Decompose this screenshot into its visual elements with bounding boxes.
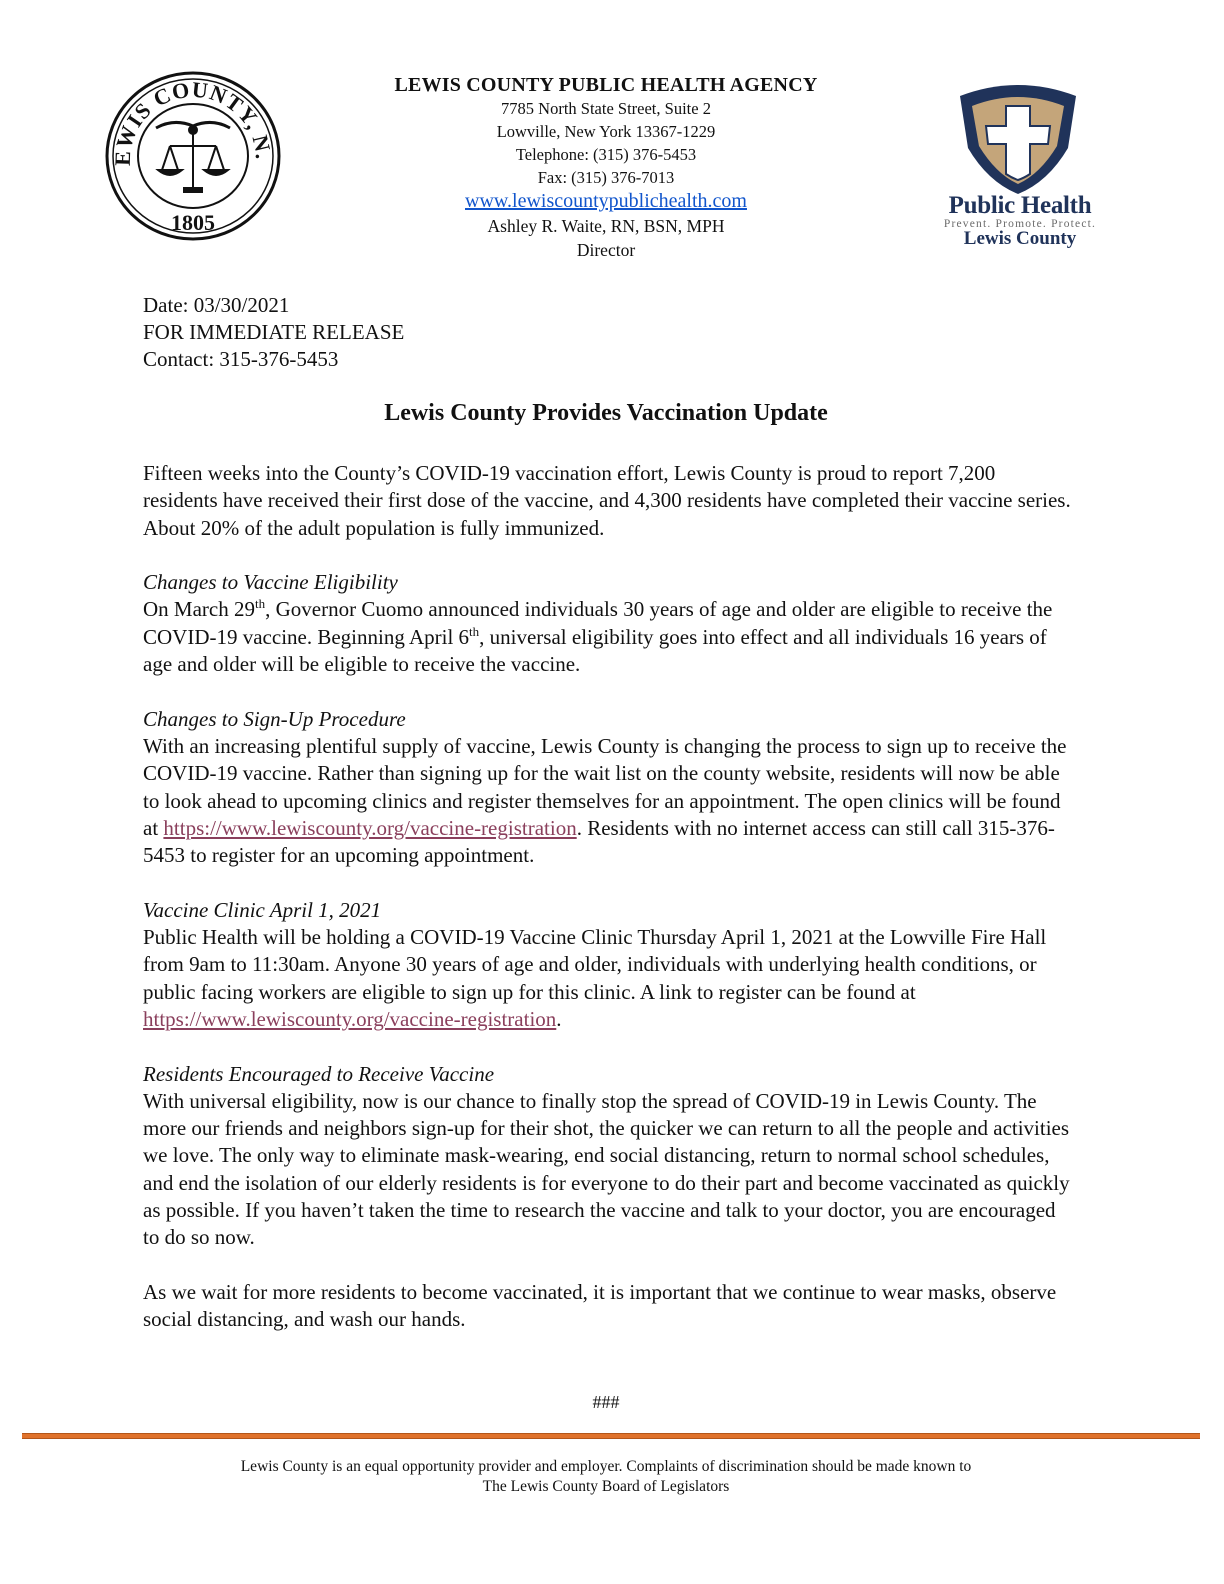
- release-contact: Contact: 315-376-5453: [143, 347, 339, 371]
- footer: [0, 1457, 1212, 1497]
- signup-section: [143, 706, 1073, 870]
- svg-text:LEWIS COUNTY, N.Y.: [104, 70, 276, 166]
- release-status: FOR IMMEDIATE RELEASE: [143, 320, 405, 344]
- clinic-section: [143, 897, 1073, 1033]
- clinic-heading: Vaccine Clinic April 1, 2021: [143, 897, 382, 922]
- seal-year: 1805: [171, 210, 215, 235]
- signup-registration-link[interactable]: https://www.lewiscounty.org/vaccine-registration: [163, 815, 577, 840]
- eligibility-heading: Changes to Vaccine Eligibility: [143, 570, 398, 595]
- telephone: Telephone: (315) 376-5453: [515, 145, 697, 164]
- eligibility-sup-1: th: [254, 596, 266, 612]
- release-info: [143, 292, 404, 373]
- public-health-county: Lewis County: [963, 228, 1077, 249]
- eligibility-text-1: On March 29: [143, 597, 255, 622]
- clinic-text-2: .: [556, 1006, 562, 1031]
- signup-text-2: . Residents with no internet access can still call 315-376-5453 to register for an upcoming appointment.: [143, 815, 1055, 868]
- seal-top-text: EWIS COUNTY, N.: [109, 76, 277, 167]
- county-seal-logo: [104, 70, 282, 242]
- address-line-1: 7785 North State Street, Suite 2: [501, 99, 711, 118]
- encouraged-heading: Residents Encouraged to Receive Vaccine: [143, 1061, 495, 1086]
- scales-of-justice-icon: [156, 122, 230, 192]
- eligibility-section: [143, 569, 1073, 678]
- public-health-tagline: Prevent. Promote. Protect.: [943, 218, 1097, 230]
- headline: Lewis County Provides Vaccination Update: [384, 400, 828, 426]
- shield-cross-icon: [960, 85, 1076, 194]
- release-date: Date: 03/30/2021: [143, 293, 290, 317]
- address-line-2: Lowville, New York 13367-1229: [496, 122, 716, 141]
- press-release-body: [143, 460, 1073, 1361]
- encouraged-section: [143, 1061, 1073, 1252]
- eligibility-text-2: , Governor Cuomo announced individuals 30 years of age and older are eligible to receive the COVID-19 vaccine. Beginning April 6: [143, 597, 1053, 649]
- footer-line-2: The Lewis County Board of Legislators: [482, 1478, 730, 1495]
- eligibility-sup-2: th: [469, 623, 480, 639]
- signup-text-1: With an increasing plentiful supply of vaccine, Lewis County is changing the process to sign up to receive the COVID-19 vaccine. Rather than signing up for the wait list on the county website, residents will now be able to look ahead to upcoming clinics and register themselves for an appointment. The open clinics will be found at: [143, 733, 1067, 840]
- intro-paragraph: Fifteen weeks into the County’s COVID-19 vaccination effort, Lewis County is proud to report 7,200 residents have received their first dose of the vaccine, and 4,300 residents have completed their vaccine series. About 20% of the adult population is fully immunized.: [143, 461, 1071, 540]
- clinic-text-1: Public Health will be holding a COVID-19 Vaccine Clinic Thursday April 1, 2021 at the Lowville Fire Hall from 9am to 11:30am. Anyone 30 years of age and older, individuals with underlying health conditions, or public facing workers are eligible to sign up for this clinic. A link to register can be found at: [143, 925, 1047, 1004]
- public-health-title: Public Health: [948, 192, 1092, 219]
- clinic-registration-link[interactable]: https://www.lewiscounty.org/vaccine-registration: [143, 1006, 557, 1031]
- eligibility-text-3: , universal eligibility goes into effect and all individuals 16 years of age and older will be eligible to receive the vaccine.: [143, 624, 1047, 677]
- fax: Fax: (315) 376-7013: [537, 168, 675, 187]
- footer-divider: [22, 1433, 1200, 1439]
- letterhead: [300, 73, 912, 262]
- encouraged-text: With universal eligibility, now is our chance to finally stop the spread of COVID-19 in Lewis County. The more our friends and neighbors sign-up for their shot, the quicker we can return to all the people and activities we love. The only way to eliminate mask-wearing, end social distancing, return to normal school schedules, and end the isolation of our elderly residents is for everyone to do their part and become vaccinated as quickly as possible. If you haven’t taken the time to research the vaccine and talk to your doctor, you are encouraged to do so now.: [143, 1088, 1070, 1250]
- agency-name: LEWIS COUNTY PUBLIC HEALTH AGENCY: [394, 74, 818, 96]
- signup-heading: Changes to Sign-Up Procedure: [143, 706, 406, 731]
- footer-line-1: Lewis County is an equal opportunity provider and employer. Complaints of discrimination should be made known to: [240, 1458, 972, 1475]
- end-mark: ###: [592, 1392, 620, 1412]
- director-name: Ashley R. Waite, RN, BSN, MPH: [487, 216, 725, 236]
- director-title: Director: [576, 240, 636, 260]
- closing-paragraph: As we wait for more residents to become vaccinated, it is important that we continue to wear masks, observe social distancing, and wash our hands.: [143, 1279, 1057, 1332]
- website-link[interactable]: www.lewiscountypublichealth.com: [465, 190, 747, 212]
